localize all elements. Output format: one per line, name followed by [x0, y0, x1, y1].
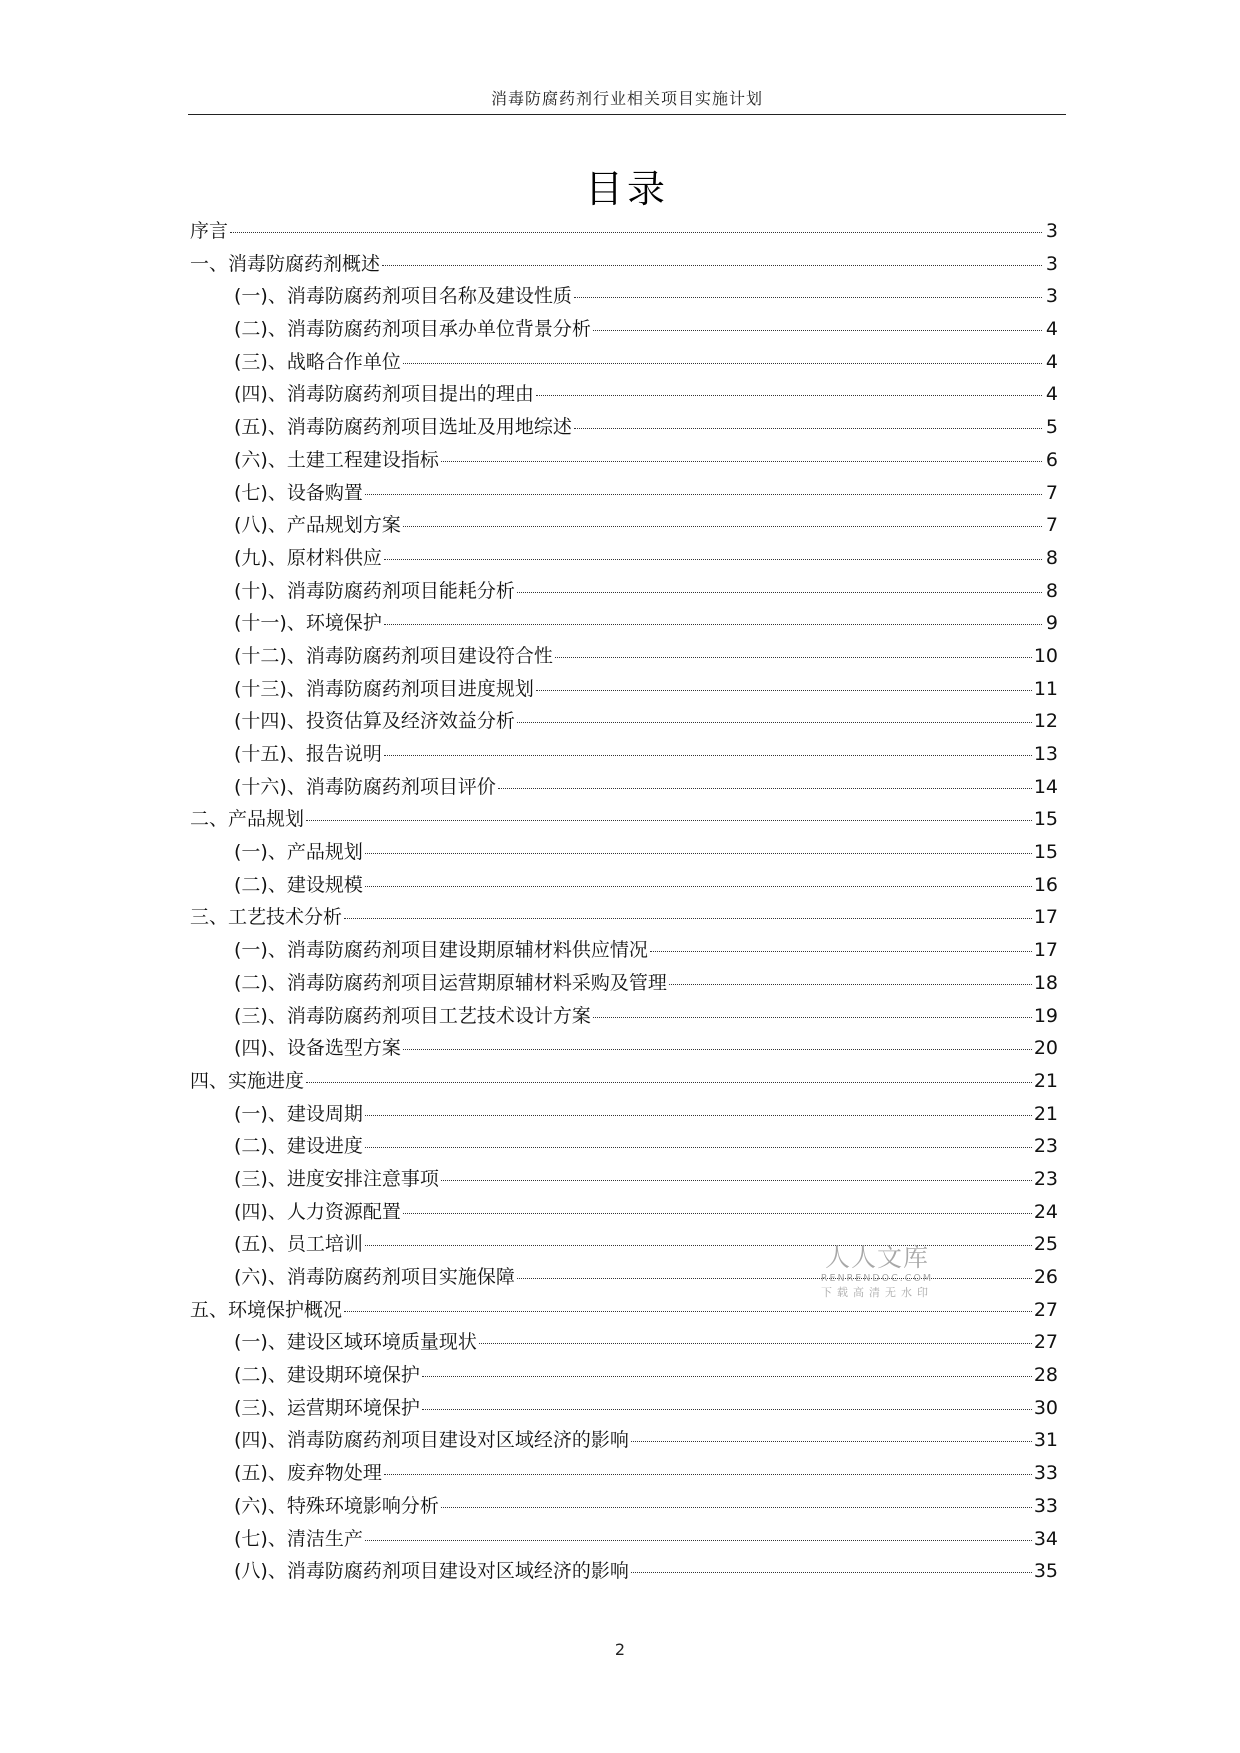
toc-entry-title: (六)、土建工程建设指标	[234, 448, 439, 471]
toc-entry-title: (四)、人力资源配置	[234, 1200, 401, 1223]
toc-entry-page: 4	[1045, 318, 1058, 341]
toc-entry-page: 21	[1033, 1069, 1058, 1092]
toc-entry-title: 五、环境保护概况	[190, 1298, 343, 1321]
toc-entry-title: (五)、员工培训	[234, 1233, 363, 1256]
toc-entry-page: 8	[1045, 546, 1058, 569]
toc-entry-page: 20	[1033, 1037, 1058, 1060]
dot-leader	[536, 689, 1032, 691]
toc-entry[interactable]	[190, 248, 1058, 281]
toc-entry[interactable]	[190, 1098, 1058, 1131]
toc-entry[interactable]	[190, 1424, 1058, 1457]
toc-entry-page: 23	[1033, 1135, 1058, 1158]
toc-entry-page: 30	[1033, 1396, 1058, 1419]
toc-entry[interactable]	[190, 444, 1058, 477]
toc-entry-title: (五)、消毒防腐药剂项目选址及用地综述	[234, 416, 572, 439]
dot-leader	[574, 296, 1042, 298]
dot-leader	[365, 493, 1042, 495]
toc-entry-title: (七)、清洁生产	[234, 1527, 363, 1550]
toc-entry[interactable]	[190, 411, 1058, 444]
dot-leader	[517, 721, 1032, 723]
toc-entry-title: (一)、产品规划	[234, 841, 363, 864]
toc-entry[interactable]	[190, 1555, 1058, 1588]
toc-entry[interactable]	[190, 607, 1058, 640]
toc-entry-page: 13	[1033, 743, 1058, 765]
toc-entry-title: (八)、消毒防腐药剂项目建设对区域经济的影响	[234, 1560, 629, 1583]
toc-entry[interactable]	[190, 1032, 1058, 1065]
toc-entry-page: 25	[1033, 1233, 1058, 1256]
toc-entry-page: 21	[1033, 1102, 1058, 1125]
toc-entry-title: (十五)、报告说明	[234, 743, 382, 765]
header-rule	[188, 114, 1066, 115]
toc-entry-title: (三)、战略合作单位	[234, 350, 401, 373]
toc-entry-page: 10	[1033, 644, 1058, 667]
toc-entry[interactable]	[190, 1326, 1058, 1359]
toc-entry[interactable]	[190, 1392, 1058, 1425]
toc-entry[interactable]	[190, 1065, 1058, 1098]
toc-entry-page: 12	[1033, 710, 1058, 733]
table-of-contents	[190, 215, 1058, 1588]
toc-entry-page: 33	[1033, 1494, 1058, 1517]
toc-entry-title: (三)、消毒防腐药剂项目工艺技术设计方案	[234, 1004, 591, 1027]
toc-entry-page: 28	[1033, 1364, 1058, 1387]
watermark-logo-text: 人人文库	[824, 1243, 929, 1272]
toc-entry-title: (二)、消毒防腐药剂项目运营期原辅材料采购及管理	[234, 971, 667, 994]
toc-entry-title: (一)、消毒防腐药剂项目名称及建设性质	[234, 285, 572, 308]
toc-entry[interactable]	[190, 738, 1058, 771]
dot-leader	[517, 1277, 1032, 1279]
toc-entry-page: 17	[1033, 939, 1058, 962]
dot-leader	[574, 427, 1042, 429]
toc-title: 目录	[584, 167, 669, 211]
toc-entry-title: (九)、原材料供应	[234, 546, 382, 569]
toc-entry[interactable]	[190, 1359, 1058, 1392]
toc-entry-page: 7	[1045, 514, 1058, 537]
toc-entry[interactable]	[190, 803, 1058, 836]
dot-leader	[498, 787, 1032, 789]
dot-leader	[384, 623, 1042, 625]
toc-entry-page: 15	[1033, 841, 1058, 864]
dot-leader	[365, 1114, 1032, 1116]
toc-entry-title: (一)、消毒防腐药剂项目建设期原辅材料供应情况	[234, 939, 648, 962]
toc-entry[interactable]	[190, 1000, 1058, 1033]
dot-leader	[536, 394, 1042, 396]
toc-entry[interactable]	[190, 967, 1058, 1000]
dot-leader	[650, 950, 1032, 952]
toc-entry[interactable]	[190, 1163, 1058, 1196]
toc-entry-page: 16	[1033, 873, 1058, 896]
toc-entry-page: 15	[1033, 808, 1058, 831]
toc-entry-page: 17	[1033, 906, 1058, 929]
toc-entry[interactable]	[190, 771, 1058, 804]
toc-entry-title: (三)、运营期环境保护	[234, 1396, 420, 1419]
toc-entry-page: 4	[1045, 383, 1058, 406]
toc-entry-page: 3	[1045, 252, 1058, 275]
dot-leader	[403, 525, 1042, 527]
dot-leader	[669, 983, 1032, 985]
dot-leader	[517, 591, 1042, 593]
dot-leader	[555, 656, 1032, 658]
toc-entry-page: 26	[1033, 1266, 1058, 1288]
dot-leader	[441, 460, 1042, 462]
toc-entry-title: (八)、产品规划方案	[234, 514, 401, 537]
toc-entry-title: (十一)、环境保护	[234, 612, 382, 635]
toc-entry[interactable]	[190, 313, 1058, 346]
dot-leader	[384, 754, 1032, 756]
dot-leader	[631, 1440, 1032, 1442]
dot-leader	[631, 1571, 1032, 1573]
dot-leader	[306, 1081, 1032, 1083]
toc-entry-page: 3	[1045, 285, 1058, 308]
toc-entry-page: 3	[1045, 220, 1058, 242]
dot-leader	[344, 917, 1032, 919]
toc-entry[interactable]	[190, 1457, 1058, 1490]
toc-entry-page: 19	[1033, 1004, 1058, 1027]
dot-leader	[384, 1473, 1032, 1475]
toc-entry-page: 23	[1033, 1167, 1058, 1190]
toc-entry-title: (一)、建设区域环境质量现状	[234, 1331, 477, 1354]
dot-leader	[403, 362, 1042, 364]
dot-leader	[384, 558, 1042, 560]
toc-entry-title: (四)、消毒防腐药剂项目建设对区域经济的影响	[234, 1429, 629, 1452]
page-number: 2	[614, 1640, 626, 1659]
toc-entry-title: (十三)、消毒防腐药剂项目进度规划	[234, 677, 534, 700]
toc-entry-page: 5	[1045, 416, 1058, 439]
toc-entry[interactable]	[190, 477, 1058, 510]
toc-entry-page: 14	[1033, 775, 1058, 798]
toc-entry-title: (二)、建设期环境保护	[234, 1364, 420, 1387]
watermark-url: RENRENDOC.COM	[820, 1273, 934, 1284]
dot-leader	[422, 1408, 1032, 1410]
toc-entry[interactable]	[190, 378, 1058, 411]
dot-leader	[306, 819, 1032, 821]
toc-entry-title: 四、实施进度	[190, 1069, 305, 1092]
toc-entry-page: 34	[1033, 1527, 1058, 1550]
toc-entry-page: 8	[1045, 579, 1058, 602]
toc-entry-title: (六)、消毒防腐药剂项目实施保障	[234, 1266, 515, 1288]
toc-entry[interactable]	[190, 869, 1058, 902]
toc-entry[interactable]	[190, 346, 1058, 379]
dot-leader	[479, 1342, 1032, 1344]
toc-entry[interactable]	[190, 934, 1058, 967]
toc-entry-title: (四)、消毒防腐药剂项目提出的理由	[234, 383, 534, 406]
dot-leader	[365, 1146, 1032, 1148]
toc-entry-page: 4	[1045, 350, 1058, 373]
toc-entry-title: (三)、进度安排注意事项	[234, 1167, 439, 1190]
toc-entry[interactable]	[190, 640, 1058, 673]
dot-leader	[441, 1179, 1032, 1181]
toc-entry[interactable]	[190, 542, 1058, 575]
toc-entry[interactable]	[190, 1196, 1058, 1229]
toc-entry[interactable]	[190, 836, 1058, 869]
toc-entry-page: 35	[1033, 1560, 1058, 1583]
toc-entry-title: (二)、消毒防腐药剂项目承办单位背景分析	[234, 318, 591, 341]
toc-entry[interactable]	[190, 280, 1058, 313]
dot-leader	[403, 1212, 1032, 1214]
toc-entry-page: 9	[1045, 612, 1058, 635]
toc-entry-title: 序言	[190, 220, 229, 242]
toc-entry-title: (一)、建设周期	[234, 1102, 363, 1125]
toc-entry-title: 三、工艺技术分析	[190, 906, 343, 929]
dot-leader	[230, 231, 1042, 233]
toc-entry-title: (二)、建设规模	[234, 873, 363, 896]
toc-entry[interactable]	[190, 673, 1058, 706]
toc-entry-page: 11	[1033, 677, 1058, 700]
toc-entry[interactable]	[190, 575, 1058, 608]
toc-entry-title: (十)、消毒防腐药剂项目能耗分析	[234, 579, 515, 602]
dot-leader	[365, 852, 1032, 854]
toc-entry-page: 24	[1033, 1200, 1058, 1223]
toc-entry-title: (四)、设备选型方案	[234, 1037, 401, 1060]
toc-entry-title: (十二)、消毒防腐药剂项目建设符合性	[234, 644, 553, 667]
toc-entry-title: (十四)、投资估算及经济效益分析	[234, 710, 515, 733]
toc-entry[interactable]	[190, 1130, 1058, 1163]
watermark	[812, 1244, 942, 1300]
toc-entry-title: (六)、特殊环境影响分析	[234, 1494, 439, 1517]
toc-entry[interactable]	[190, 1490, 1058, 1523]
toc-entry[interactable]	[190, 901, 1058, 934]
toc-entry-title: (七)、设备购置	[234, 481, 363, 504]
toc-entry-title: (五)、废弃物处理	[234, 1462, 382, 1485]
toc-entry-page: 27	[1033, 1298, 1058, 1321]
toc-entry-page: 31	[1033, 1429, 1058, 1452]
toc-entry-page: 33	[1033, 1462, 1058, 1485]
toc-entry-page: 6	[1045, 448, 1058, 471]
dot-leader	[593, 1016, 1032, 1018]
toc-entry-title: (二)、建设进度	[234, 1135, 363, 1158]
toc-entry[interactable]	[190, 215, 1058, 248]
toc-entry[interactable]	[190, 1523, 1058, 1556]
toc-entry-title: (十六)、消毒防腐药剂项目评价	[234, 775, 496, 798]
watermark-subtitle: 下载高清无水印	[821, 1286, 933, 1299]
running-header: 消毒防腐药剂行业相关项目实施计划	[490, 89, 763, 108]
toc-entry[interactable]	[190, 509, 1058, 542]
toc-entry-title: 一、消毒防腐药剂概述	[190, 252, 381, 275]
toc-entry-page: 7	[1045, 481, 1058, 504]
dot-leader	[593, 329, 1042, 331]
dot-leader	[441, 1506, 1032, 1508]
dot-leader	[422, 1375, 1032, 1377]
toc-entry[interactable]	[190, 705, 1058, 738]
toc-entry-page: 27	[1033, 1331, 1058, 1354]
dot-leader	[403, 1048, 1032, 1050]
dot-leader	[344, 1310, 1032, 1312]
toc-entry-title: 二、产品规划	[190, 808, 305, 831]
dot-leader	[365, 1539, 1032, 1541]
dot-leader	[382, 264, 1042, 266]
toc-entry-page: 18	[1033, 971, 1058, 994]
dot-leader	[365, 885, 1032, 887]
